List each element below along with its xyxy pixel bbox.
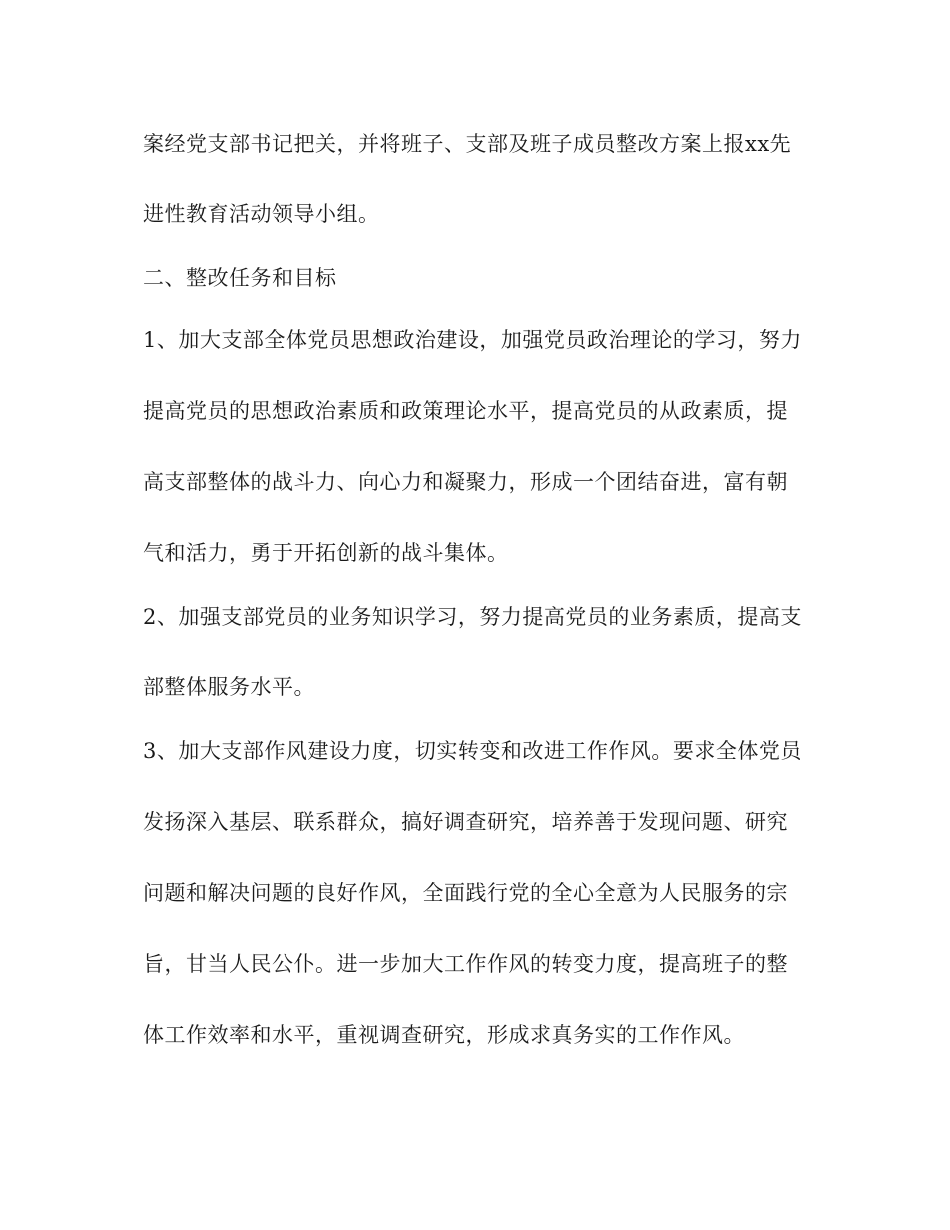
text-line-6: 高支部整体的战斗力、向心力和凝聚力，形成一个团结奋进，富有朝: [143, 470, 788, 494]
text-line-2: 进性教育活动领导小组。: [143, 202, 380, 226]
text-line-4: 1、加大支部全体党员思想政治建设，加强党员政治理论的学习，努力: [143, 328, 802, 352]
text-line-7: 气和活力，勇于开拓创新的战斗集体。: [143, 541, 509, 565]
text-line-12: 问题和解决问题的良好作风，全面践行党的全心全意为人民服务的宗: [143, 881, 788, 905]
text-line-9: 部整体服务水平。: [143, 675, 315, 699]
text-line-13: 旨，甘当人民公仆。进一步加大工作作风的转变力度，提高班子的整: [143, 952, 788, 976]
text-line-1: 案经党支部书记把关，并将班子、支部及班子成员整改方案上报xx先: [143, 132, 792, 156]
text-line-14: 体工作效率和水平，重视调查研究，形成求真务实的工作作风。: [143, 1023, 745, 1047]
text-line-11: 发扬深入基层、联系群众，搞好调查研究，培养善于发现问题、研究: [143, 810, 788, 834]
text-line-10: 3、加大支部作风建设力度，切实转变和改进工作作风。要求全体党员: [143, 739, 802, 763]
section-heading: 二、整改任务和目标: [143, 266, 337, 290]
text-line-8: 2、加强支部党员的业务知识学习，努力提高党员的业务素质，提高支: [143, 605, 802, 629]
text-line-5: 提高党员的思想政治素质和政策理论水平，提高党员的从政素质，提: [143, 399, 788, 423]
